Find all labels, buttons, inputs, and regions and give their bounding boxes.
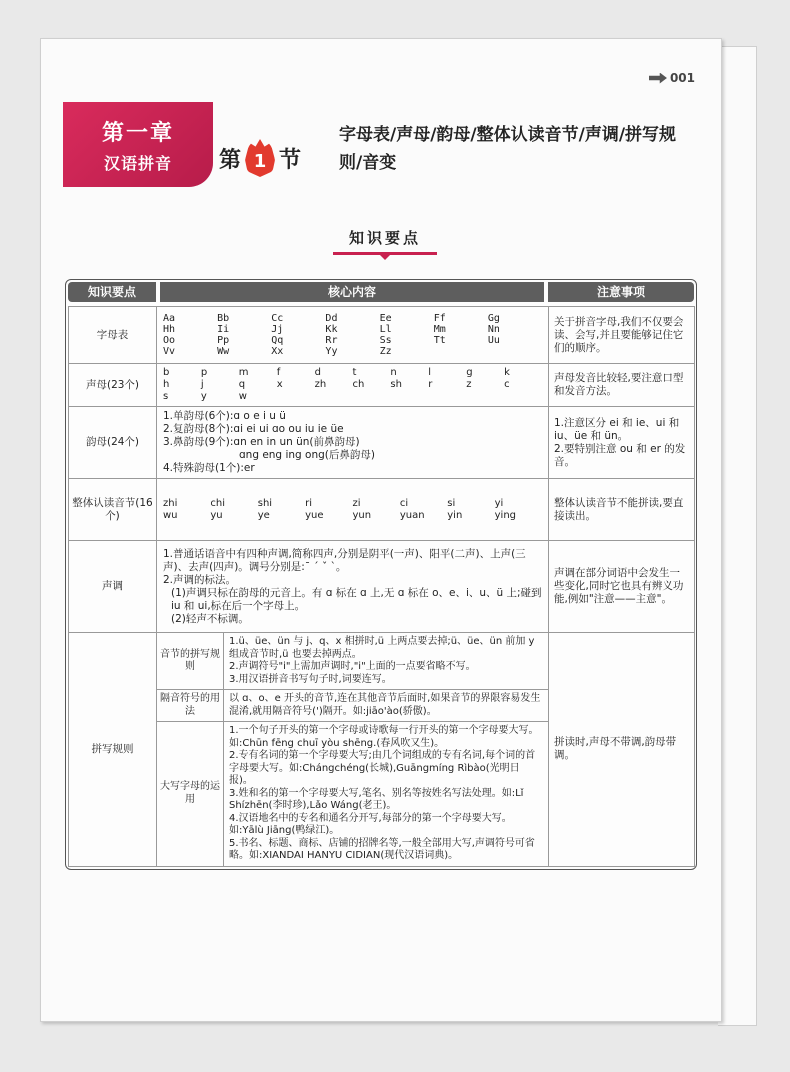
grid-item: s — [163, 391, 169, 402]
grid-item: g — [466, 367, 473, 378]
row-note: 关于拼音字母,我们不仅要会读、会写,并且要能够记住它们的顺序。 — [549, 307, 695, 364]
grid-item: x — [276, 379, 283, 390]
grid-item: j — [200, 379, 204, 390]
tones-line: (2)轻声不标调。 — [171, 612, 249, 625]
grid-item: Uu — [487, 335, 500, 346]
grid-item: Ss — [379, 335, 392, 346]
grid-item: Aa — [163, 313, 176, 324]
grid-item: si — [447, 497, 456, 509]
grid-item: yuan — [399, 509, 425, 521]
grid-item: zhi — [163, 497, 178, 509]
grid-item: w — [238, 391, 247, 402]
row-label: 拼写规则 — [69, 633, 157, 867]
rule-line: 4.汉语地名中的专名和通名分开写,每部分的第一个字母要大写。如:Yālù Jiāng(鸭绿江)。 — [229, 812, 512, 836]
arrow-right-icon — [649, 73, 667, 84]
subrow-label: 大写字母的运用 — [157, 722, 224, 866]
chapter-banner — [63, 102, 213, 187]
grid-item: Bb — [217, 313, 230, 324]
tones-line: 2.声调的标法。 — [163, 573, 237, 586]
alphabet-grid — [163, 313, 542, 357]
grid-item: Nn — [487, 324, 500, 335]
spelling-subrow — [157, 722, 548, 866]
finals-line: 2.复韵母(8个):ɑi ei ui ɑo ou iu ie üe — [163, 423, 344, 435]
grid-item: Ll — [379, 324, 392, 335]
grid-item: Gg — [487, 313, 500, 324]
grid-item: zh — [314, 379, 327, 390]
row-note: 声调在部分词语中会发生一些变化,同时它也具有辨义功能,例如"注意——主意"。 — [549, 541, 695, 633]
grid-item: ch — [352, 379, 365, 390]
grid-item: yue — [305, 509, 324, 521]
row-note: 声母发音比较轻,要注意口型和发音方法。 — [549, 364, 695, 407]
grid-item: l — [428, 367, 432, 378]
rule-line: 3.姓和名的第一个字母要大写,笔名、别名等按姓名写法处理。如:Lǐ Shízhēn(李时珍),Lǎo Wáng(老王)。 — [229, 787, 524, 811]
header-notes: 注意事项 — [548, 282, 694, 302]
grid-item: h — [163, 379, 170, 390]
grid-item: z — [466, 379, 472, 390]
heading-pointer-icon — [380, 255, 390, 260]
finals-line: ɑng eng ing ong(后鼻韵母) — [239, 449, 375, 461]
rule-line: 5.书名、标题、商标、店铺的招牌名等,一般全部用大写,声调符号可省略。如:XIANDAI HANYU CIDIAN(现代汉语词典)。 — [229, 837, 535, 861]
row-label: 整体认读音节(16个) — [69, 479, 157, 541]
section-number: 1 — [253, 151, 267, 172]
grid-item: Ww — [217, 346, 230, 357]
grid-item: yin — [447, 509, 463, 521]
flame-icon — [245, 139, 275, 177]
grid-item: Qq — [271, 335, 284, 346]
grid-item: Oo — [163, 335, 176, 346]
grid-item: Rr — [325, 335, 338, 346]
subrow-label: 音节的拼写规则 — [157, 633, 224, 690]
row-label: 韵母(24个) — [69, 407, 157, 479]
page-number-text: 001 — [669, 71, 695, 85]
grid-item: zi — [352, 497, 361, 509]
grid-item: Ii — [217, 324, 230, 335]
grid-item: chi — [210, 497, 225, 509]
grid-item: f — [276, 367, 281, 378]
row-note: 整体认读音节不能拼读,要直接读出。 — [549, 479, 695, 541]
grid-item: yi — [494, 497, 504, 509]
header-point: 知识要点 — [68, 282, 156, 302]
section-prefix: 第 — [219, 147, 242, 173]
tones-line: 1.普通话语音中有四种声调,简称四声,分别是阴平(一声)、阳平(二声)、上声(三声)、去声(四声)。调号分别是:ˉ ˊ ˇ ˋ。 — [163, 547, 526, 573]
grid-item: b — [163, 367, 170, 378]
table-body — [68, 306, 695, 867]
grid-item: Ff — [433, 313, 446, 324]
grid-item: c — [504, 379, 510, 390]
grid-item: r — [428, 379, 433, 390]
table-row-whole — [69, 479, 695, 541]
spelling-subtable — [157, 633, 548, 866]
chapter-name: 汉语拼音 — [103, 154, 172, 173]
row-label: 声母(23个) — [69, 364, 157, 407]
grid-item: wu — [163, 509, 178, 521]
table-row-alphabet — [69, 307, 695, 364]
section-badge — [219, 139, 301, 177]
grid-item: Jj — [271, 324, 284, 335]
grid-item: n — [390, 367, 397, 378]
grid-item: k — [504, 367, 510, 378]
grid-item: yu — [210, 509, 223, 521]
grid-item: Hh — [163, 324, 176, 335]
grid-item: p — [200, 367, 208, 378]
grid-item: yun — [352, 509, 372, 521]
grid-item: Kk — [325, 324, 338, 335]
spelling-subrow — [157, 633, 548, 690]
grid-item: t — [352, 367, 357, 378]
table-row-tones — [69, 541, 695, 633]
rule-line: 2.声调符号"i"上需加声调时,"i"上面的一点要省略不写。 — [229, 661, 476, 672]
grid-item: Xx — [271, 346, 284, 357]
grid-item: m — [238, 367, 249, 378]
grid-item: Cc — [271, 313, 284, 324]
finals-line: 3.鼻韵母(9个):ɑn en in un ün(前鼻韵母) — [163, 436, 360, 448]
table-header — [68, 282, 694, 302]
grid-item: y — [200, 391, 207, 402]
initials-grid — [163, 367, 542, 403]
section-suffix: 节 — [279, 147, 302, 173]
grid-item: sh — [390, 379, 402, 390]
grid-item: Yy — [325, 346, 338, 357]
tones-line: (1)声调只标在韵母的元音上。有 ɑ 标在 ɑ 上,无 ɑ 标在 o、e、i、u、ü 上;碰到 iu 和 ui,标在后一个字母上。 — [171, 586, 542, 612]
knowledge-table — [65, 279, 697, 870]
rule-line: 2.专有名词的第一个字母要大写;由几个词组成的专有名词,每个词的首字母要大写。如:Chángchéng(长城),Guāngmíng Rìbào(光明日报)。 — [229, 750, 536, 786]
rule-line: 以 ɑ、o、e 开头的音节,连在其他音节后面时,如果音节的界限容易发生混淆,就用隔音符号(')隔开。如:jiāo'ào(骄傲)。 — [229, 693, 541, 717]
rule-line: 3.用汉语拼音书写句子时,词要连写。 — [229, 673, 392, 685]
grid-item: q — [238, 379, 246, 390]
grid-item: ye — [257, 509, 270, 521]
section-title: 字母表/声母/韵母/整体认读音节/声调/拼写规则/音变 — [339, 125, 677, 173]
table-row-finals — [69, 407, 695, 479]
row-label: 字母表 — [69, 307, 157, 364]
book-page — [40, 38, 722, 1022]
header-content: 核心内容 — [160, 282, 544, 302]
grid-item: ying — [494, 509, 517, 521]
grid-item: Dd — [325, 313, 338, 324]
knowledge-heading — [333, 227, 437, 260]
rule-line: 1.ü、üe、ün 与 j、q、x 相拼时,ü 上两点要去掉;ü、üe、ün 前加 y 组成音节时,ü 也要去掉两点。 — [229, 636, 535, 660]
grid-item: d — [314, 367, 321, 378]
grid-item: shi — [257, 497, 273, 509]
finals-line: 1.单韵母(6个):ɑ o e i u ü — [163, 410, 286, 422]
row-label: 声调 — [69, 541, 157, 633]
subrow-label: 隔音符号的用法 — [157, 690, 224, 722]
grid-item: Vv — [163, 346, 176, 357]
grid-item: Pp — [217, 335, 230, 346]
whole-syllables-grid — [163, 498, 542, 522]
grid-item: Tt — [433, 335, 446, 346]
grid-item: Mm — [433, 324, 446, 335]
knowledge-heading-text: 知识要点 — [348, 229, 421, 247]
row-note: 拼读时,声母不带调,韵母带调。 — [549, 633, 695, 867]
grid-item: ri — [305, 497, 313, 509]
spelling-subrow — [157, 690, 548, 722]
chapter-number: 第一章 — [101, 121, 174, 146]
table-row-spelling — [69, 633, 695, 867]
page-number — [649, 71, 695, 85]
grid-item: Zz — [379, 346, 392, 357]
grid-item: ci — [399, 497, 409, 509]
grid-item: Ee — [379, 313, 392, 324]
finals-line: 4.特殊韵母(1个):er — [163, 462, 255, 474]
row-note: 1.注意区分 ei 和 ie、ui 和 iu、üe 和 ün。 2.要特别注意 ou 和 er 的发音。 — [549, 407, 695, 479]
table-row-initials — [69, 364, 695, 407]
rule-line: 1.一个句子开头的第一个字母或诗歌每一行开头的第一个字母要大写。如:Chūn fēng chuī yòu shēng.(春风吹又生)。 — [229, 725, 539, 749]
